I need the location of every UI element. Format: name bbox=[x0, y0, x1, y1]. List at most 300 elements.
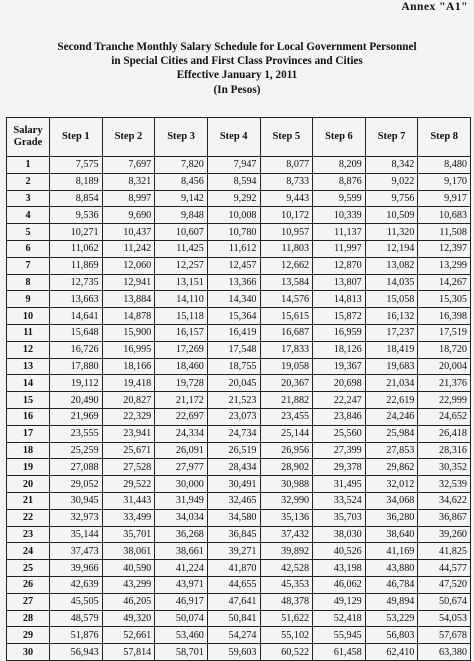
step-header: Step 4 bbox=[207, 118, 260, 157]
salary-value-cell: 50,841 bbox=[207, 610, 260, 627]
salary-value-cell: 13,082 bbox=[365, 257, 418, 274]
salary-value-cell: 30,491 bbox=[207, 476, 260, 493]
salary-grade-cell: 17 bbox=[7, 425, 50, 442]
salary-value-cell: 19,112 bbox=[50, 375, 103, 392]
salary-value-cell: 25,259 bbox=[50, 442, 103, 459]
table-row bbox=[7, 560, 471, 577]
salary-value-cell: 20,698 bbox=[313, 375, 366, 392]
salary-value-cell: 10,780 bbox=[207, 224, 260, 241]
salary-value-cell: 43,880 bbox=[365, 560, 418, 577]
table-row bbox=[7, 459, 471, 476]
salary-value-cell: 47,520 bbox=[418, 576, 471, 593]
salary-value-cell: 11,997 bbox=[313, 240, 366, 257]
salary-value-cell: 20,004 bbox=[418, 358, 471, 375]
salary-value-cell: 25,671 bbox=[102, 442, 155, 459]
salary-value-cell: 21,376 bbox=[418, 375, 471, 392]
table-row bbox=[7, 576, 471, 593]
salary-value-cell: 21,882 bbox=[260, 392, 313, 409]
salary-value-cell: 7,575 bbox=[50, 157, 103, 174]
table-row bbox=[7, 173, 471, 190]
salary-value-cell: 38,061 bbox=[102, 543, 155, 560]
salary-value-cell: 41,825 bbox=[418, 543, 471, 560]
salary-value-cell: 32,539 bbox=[418, 476, 471, 493]
salary-value-cell: 27,088 bbox=[50, 459, 103, 476]
salary-grade-cell: 29 bbox=[7, 627, 50, 644]
salary-value-cell: 18,755 bbox=[207, 358, 260, 375]
salary-value-cell: 43,198 bbox=[313, 560, 366, 577]
title-line-4: (In Pesos) bbox=[213, 83, 261, 96]
salary-value-cell: 18,126 bbox=[313, 341, 366, 358]
salary-value-cell: 46,205 bbox=[102, 593, 155, 610]
salary-grade-cell: 3 bbox=[7, 190, 50, 207]
salary-value-cell: 50,674 bbox=[418, 593, 471, 610]
salary-value-cell: 51,622 bbox=[260, 610, 313, 627]
table-row bbox=[7, 324, 471, 341]
salary-value-cell: 21,523 bbox=[207, 392, 260, 409]
salary-value-cell: 39,892 bbox=[260, 543, 313, 560]
salary-value-cell: 24,734 bbox=[207, 425, 260, 442]
table-row bbox=[7, 157, 471, 174]
salary-grade-cell: 4 bbox=[7, 207, 50, 224]
salary-value-cell: 48,378 bbox=[260, 593, 313, 610]
table-row bbox=[7, 492, 471, 509]
salary-value-cell: 20,367 bbox=[260, 375, 313, 392]
table-row bbox=[7, 593, 471, 610]
annex-label: Annex "A1" bbox=[401, 1, 468, 13]
salary-value-cell: 15,305 bbox=[418, 291, 471, 308]
salary-value-cell: 39,966 bbox=[50, 560, 103, 577]
salary-value-cell: 36,268 bbox=[155, 526, 208, 543]
salary-value-cell: 15,118 bbox=[155, 308, 208, 325]
table-header-row bbox=[7, 118, 471, 157]
salary-value-cell: 16,687 bbox=[260, 324, 313, 341]
table-row bbox=[7, 341, 471, 358]
salary-value-cell: 42,528 bbox=[260, 560, 313, 577]
salary-grade-cell: 18 bbox=[7, 442, 50, 459]
salary-value-cell: 41,169 bbox=[365, 543, 418, 560]
salary-value-cell: 20,045 bbox=[207, 375, 260, 392]
salary-value-cell: 9,170 bbox=[418, 173, 471, 190]
table-row bbox=[7, 375, 471, 392]
table-row bbox=[7, 543, 471, 560]
salary-value-cell: 29,522 bbox=[102, 476, 155, 493]
salary-value-cell: 42,639 bbox=[50, 576, 103, 593]
salary-value-cell: 11,242 bbox=[102, 240, 155, 257]
salary-value-cell: 8,733 bbox=[260, 173, 313, 190]
salary-value-cell: 55,102 bbox=[260, 627, 313, 644]
salary-value-cell: 32,012 bbox=[365, 476, 418, 493]
table-row bbox=[7, 240, 471, 257]
salary-value-cell: 23,941 bbox=[102, 425, 155, 442]
salary-value-cell: 8,997 bbox=[102, 190, 155, 207]
salary-value-cell: 34,034 bbox=[155, 509, 208, 526]
title-line-1: Second Tranche Monthly Salary Schedule for Local Government Personnel bbox=[57, 41, 417, 53]
salary-grade-cell: 12 bbox=[7, 341, 50, 358]
salary-value-cell: 13,366 bbox=[207, 274, 260, 291]
salary-value-cell: 16,398 bbox=[418, 308, 471, 325]
salary-value-cell: 53,460 bbox=[155, 627, 208, 644]
salary-value-cell: 30,352 bbox=[418, 459, 471, 476]
table-row bbox=[7, 509, 471, 526]
salary-value-cell: 39,260 bbox=[418, 526, 471, 543]
salary-value-cell: 40,526 bbox=[313, 543, 366, 560]
salary-grade-cell: 1 bbox=[7, 157, 50, 174]
salary-value-cell: 8,209 bbox=[313, 157, 366, 174]
salary-value-cell: 19,418 bbox=[102, 375, 155, 392]
salary-value-cell: 28,316 bbox=[418, 442, 471, 459]
salary-value-cell: 11,320 bbox=[365, 224, 418, 241]
salary-grade-cell: 11 bbox=[7, 324, 50, 341]
salary-value-cell: 26,519 bbox=[207, 442, 260, 459]
salary-value-cell: 9,443 bbox=[260, 190, 313, 207]
salary-value-cell: 14,110 bbox=[155, 291, 208, 308]
step-header: Step 1 bbox=[50, 118, 103, 157]
salary-value-cell: 16,726 bbox=[50, 341, 103, 358]
salary-value-cell: 33,524 bbox=[313, 492, 366, 509]
salary-value-cell: 31,495 bbox=[313, 476, 366, 493]
salary-value-cell: 34,580 bbox=[207, 509, 260, 526]
salary-value-cell: 14,035 bbox=[365, 274, 418, 291]
table-row bbox=[7, 257, 471, 274]
salary-value-cell: 60,522 bbox=[260, 644, 313, 661]
table-row bbox=[7, 274, 471, 291]
salary-value-cell: 44,655 bbox=[207, 576, 260, 593]
salary-value-cell: 12,457 bbox=[207, 257, 260, 274]
salary-value-cell: 23,555 bbox=[50, 425, 103, 442]
salary-value-cell: 10,683 bbox=[418, 207, 471, 224]
table-row bbox=[7, 442, 471, 459]
salary-value-cell: 43,299 bbox=[102, 576, 155, 593]
salary-value-cell: 12,735 bbox=[50, 274, 103, 291]
salary-value-cell: 9,022 bbox=[365, 173, 418, 190]
salary-value-cell: 46,917 bbox=[155, 593, 208, 610]
salary-value-cell: 10,271 bbox=[50, 224, 103, 241]
salary-value-cell: 11,425 bbox=[155, 240, 208, 257]
salary-value-cell: 11,612 bbox=[207, 240, 260, 257]
salary-value-cell: 22,329 bbox=[102, 408, 155, 425]
salary-value-cell: 38,030 bbox=[313, 526, 366, 543]
salary-grade-cell: 30 bbox=[7, 644, 50, 661]
salary-value-cell: 27,977 bbox=[155, 459, 208, 476]
salary-value-cell: 18,720 bbox=[418, 341, 471, 358]
salary-value-cell: 8,342 bbox=[365, 157, 418, 174]
salary-value-cell: 26,418 bbox=[418, 425, 471, 442]
salary-value-cell: 13,151 bbox=[155, 274, 208, 291]
salary-value-cell: 16,419 bbox=[207, 324, 260, 341]
salary-value-cell: 35,703 bbox=[313, 509, 366, 526]
salary-value-cell: 15,615 bbox=[260, 308, 313, 325]
salary-value-cell: 13,299 bbox=[418, 257, 471, 274]
table-row bbox=[7, 610, 471, 627]
salary-value-cell: 38,640 bbox=[365, 526, 418, 543]
salary-grade-cell: 7 bbox=[7, 257, 50, 274]
salary-value-cell: 30,000 bbox=[155, 476, 208, 493]
salary-value-cell: 11,869 bbox=[50, 257, 103, 274]
salary-value-cell: 29,052 bbox=[50, 476, 103, 493]
salary-value-cell: 9,536 bbox=[50, 207, 103, 224]
salary-value-cell: 27,853 bbox=[365, 442, 418, 459]
step-header: Step 8 bbox=[418, 118, 471, 157]
salary-value-cell: 8,480 bbox=[418, 157, 471, 174]
salary-value-cell: 15,364 bbox=[207, 308, 260, 325]
salary-value-cell: 25,984 bbox=[365, 425, 418, 442]
salary-value-cell: 41,224 bbox=[155, 560, 208, 577]
salary-value-cell: 13,807 bbox=[313, 274, 366, 291]
salary-value-cell: 52,418 bbox=[313, 610, 366, 627]
salary-value-cell: 28,434 bbox=[207, 459, 260, 476]
salary-value-cell: 28,902 bbox=[260, 459, 313, 476]
salary-value-cell: 25,144 bbox=[260, 425, 313, 442]
salary-value-cell: 9,848 bbox=[155, 207, 208, 224]
salary-value-cell: 22,247 bbox=[313, 392, 366, 409]
salary-value-cell: 50,074 bbox=[155, 610, 208, 627]
table-row bbox=[7, 425, 471, 442]
salary-value-cell: 58,701 bbox=[155, 644, 208, 661]
salary-value-cell: 17,269 bbox=[155, 341, 208, 358]
step-header: Step 6 bbox=[313, 118, 366, 157]
salary-value-cell: 18,460 bbox=[155, 358, 208, 375]
salary-value-cell: 43,971 bbox=[155, 576, 208, 593]
salary-grade-cell: 25 bbox=[7, 560, 50, 577]
salary-value-cell: 49,129 bbox=[313, 593, 366, 610]
salary-value-cell: 31,949 bbox=[155, 492, 208, 509]
salary-grade-cell: 2 bbox=[7, 173, 50, 190]
salary-value-cell: 10,008 bbox=[207, 207, 260, 224]
salary-value-cell: 8,077 bbox=[260, 157, 313, 174]
salary-value-cell: 27,399 bbox=[313, 442, 366, 459]
salary-value-cell: 15,648 bbox=[50, 324, 103, 341]
salary-value-cell: 36,280 bbox=[365, 509, 418, 526]
salary-value-cell: 32,990 bbox=[260, 492, 313, 509]
salary-value-cell: 11,062 bbox=[50, 240, 103, 257]
salary-value-cell: 13,663 bbox=[50, 291, 103, 308]
salary-value-cell: 57,678 bbox=[418, 627, 471, 644]
salary-value-cell: 12,257 bbox=[155, 257, 208, 274]
salary-value-cell: 14,267 bbox=[418, 274, 471, 291]
table-row bbox=[7, 392, 471, 409]
salary-value-cell: 14,878 bbox=[102, 308, 155, 325]
table-row bbox=[7, 224, 471, 241]
salary-value-cell: 37,432 bbox=[260, 526, 313, 543]
salary-grade-cell: 26 bbox=[7, 576, 50, 593]
salary-value-cell: 12,662 bbox=[260, 257, 313, 274]
salary-value-cell: 8,321 bbox=[102, 173, 155, 190]
salary-value-cell: 15,058 bbox=[365, 291, 418, 308]
salary-value-cell: 24,334 bbox=[155, 425, 208, 442]
salary-value-cell: 35,144 bbox=[50, 526, 103, 543]
salary-value-cell: 10,607 bbox=[155, 224, 208, 241]
salary-value-cell: 10,509 bbox=[365, 207, 418, 224]
title-line-2: in Special Cities and First Class Provinces and Cities bbox=[111, 55, 363, 68]
salary-value-cell: 36,845 bbox=[207, 526, 260, 543]
salary-value-cell: 56,803 bbox=[365, 627, 418, 644]
salary-value-cell: 9,599 bbox=[313, 190, 366, 207]
salary-value-cell: 9,917 bbox=[418, 190, 471, 207]
salary-value-cell: 8,456 bbox=[155, 173, 208, 190]
salary-value-cell: 23,846 bbox=[313, 408, 366, 425]
salary-value-cell: 63,380 bbox=[418, 644, 471, 661]
salary-value-cell: 22,697 bbox=[155, 408, 208, 425]
salary-value-cell: 10,339 bbox=[313, 207, 366, 224]
salary-value-cell: 11,803 bbox=[260, 240, 313, 257]
salary-value-cell: 9,756 bbox=[365, 190, 418, 207]
salary-grade-header: Salary Grade bbox=[7, 118, 50, 157]
salary-value-cell: 26,091 bbox=[155, 442, 208, 459]
salary-grade-cell: 5 bbox=[7, 224, 50, 241]
salary-value-cell: 12,941 bbox=[102, 274, 155, 291]
salary-value-cell: 32,973 bbox=[50, 509, 103, 526]
salary-value-cell: 12,194 bbox=[365, 240, 418, 257]
salary-value-cell: 12,397 bbox=[418, 240, 471, 257]
salary-grade-cell: 19 bbox=[7, 459, 50, 476]
salary-value-cell: 31,443 bbox=[102, 492, 155, 509]
step-header: Step 7 bbox=[365, 118, 418, 157]
salary-value-cell: 17,880 bbox=[50, 358, 103, 375]
salary-value-cell: 19,058 bbox=[260, 358, 313, 375]
salary-grade-cell: 27 bbox=[7, 593, 50, 610]
salary-value-cell: 62,410 bbox=[365, 644, 418, 661]
table-row bbox=[7, 644, 471, 661]
salary-value-cell: 49,894 bbox=[365, 593, 418, 610]
salary-value-cell: 17,548 bbox=[207, 341, 260, 358]
salary-value-cell: 33,499 bbox=[102, 509, 155, 526]
salary-value-cell: 30,945 bbox=[50, 492, 103, 509]
salary-value-cell: 9,292 bbox=[207, 190, 260, 207]
salary-value-cell: 30,988 bbox=[260, 476, 313, 493]
salary-value-cell: 11,508 bbox=[418, 224, 471, 241]
salary-value-cell: 19,683 bbox=[365, 358, 418, 375]
salary-value-cell: 59,603 bbox=[207, 644, 260, 661]
salary-value-cell: 32,465 bbox=[207, 492, 260, 509]
salary-value-cell: 24,652 bbox=[418, 408, 471, 425]
table-row bbox=[7, 291, 471, 308]
table-row bbox=[7, 408, 471, 425]
salary-value-cell: 22,619 bbox=[365, 392, 418, 409]
salary-value-cell: 9,690 bbox=[102, 207, 155, 224]
salary-value-cell: 21,034 bbox=[365, 375, 418, 392]
salary-grade-cell: 14 bbox=[7, 375, 50, 392]
salary-value-cell: 19,728 bbox=[155, 375, 208, 392]
table-row bbox=[7, 190, 471, 207]
salary-value-cell: 13,584 bbox=[260, 274, 313, 291]
salary-value-cell: 8,594 bbox=[207, 173, 260, 190]
salary-value-cell: 56,943 bbox=[50, 644, 103, 661]
salary-value-cell: 48,579 bbox=[50, 610, 103, 627]
salary-value-cell: 17,833 bbox=[260, 341, 313, 358]
salary-value-cell: 16,157 bbox=[155, 324, 208, 341]
salary-grade-cell: 15 bbox=[7, 392, 50, 409]
salary-grade-cell: 28 bbox=[7, 610, 50, 627]
salary-value-cell: 23,073 bbox=[207, 408, 260, 425]
salary-value-cell: 25,560 bbox=[313, 425, 366, 442]
salary-value-cell: 14,340 bbox=[207, 291, 260, 308]
salary-value-cell: 54,274 bbox=[207, 627, 260, 644]
table-row bbox=[7, 476, 471, 493]
salary-value-cell: 12,060 bbox=[102, 257, 155, 274]
salary-value-cell: 54,053 bbox=[418, 610, 471, 627]
salary-grade-cell: 21 bbox=[7, 492, 50, 509]
salary-value-cell: 46,062 bbox=[313, 576, 366, 593]
salary-value-cell: 22,999 bbox=[418, 392, 471, 409]
salary-value-cell: 61,458 bbox=[313, 644, 366, 661]
salary-value-cell: 15,900 bbox=[102, 324, 155, 341]
salary-value-cell: 24,246 bbox=[365, 408, 418, 425]
salary-value-cell: 8,189 bbox=[50, 173, 103, 190]
salary-value-cell: 21,172 bbox=[155, 392, 208, 409]
salary-grade-cell: 13 bbox=[7, 358, 50, 375]
salary-value-cell: 49,320 bbox=[102, 610, 155, 627]
salary-value-cell: 13,884 bbox=[102, 291, 155, 308]
salary-value-cell: 53,229 bbox=[365, 610, 418, 627]
salary-value-cell: 10,437 bbox=[102, 224, 155, 241]
salary-value-cell: 14,576 bbox=[260, 291, 313, 308]
salary-grade-cell: 16 bbox=[7, 408, 50, 425]
salary-grade-cell: 23 bbox=[7, 526, 50, 543]
salary-value-cell: 16,132 bbox=[365, 308, 418, 325]
salary-value-cell: 7,947 bbox=[207, 157, 260, 174]
salary-value-cell: 10,957 bbox=[260, 224, 313, 241]
salary-value-cell: 17,519 bbox=[418, 324, 471, 341]
salary-value-cell: 19,367 bbox=[313, 358, 366, 375]
table-row bbox=[7, 526, 471, 543]
salary-value-cell: 57,814 bbox=[102, 644, 155, 661]
salary-value-cell: 20,490 bbox=[50, 392, 103, 409]
salary-value-cell: 37,473 bbox=[50, 543, 103, 560]
salary-grade-cell: 24 bbox=[7, 543, 50, 560]
salary-value-cell: 45,505 bbox=[50, 593, 103, 610]
salary-value-cell: 20,827 bbox=[102, 392, 155, 409]
salary-value-cell: 34,068 bbox=[365, 492, 418, 509]
salary-value-cell: 15,872 bbox=[313, 308, 366, 325]
salary-grade-cell: 22 bbox=[7, 509, 50, 526]
salary-grade-cell: 6 bbox=[7, 240, 50, 257]
salary-value-cell: 17,237 bbox=[365, 324, 418, 341]
salary-value-cell: 41,870 bbox=[207, 560, 260, 577]
salary-grade-cell: 10 bbox=[7, 308, 50, 325]
salary-value-cell: 35,136 bbox=[260, 509, 313, 526]
salary-grade-cell: 20 bbox=[7, 476, 50, 493]
salary-value-cell: 16,959 bbox=[313, 324, 366, 341]
document-title bbox=[0, 40, 474, 97]
salary-value-cell: 40,590 bbox=[102, 560, 155, 577]
table-row bbox=[7, 308, 471, 325]
salary-value-cell: 52,661 bbox=[102, 627, 155, 644]
salary-value-cell: 35,701 bbox=[102, 526, 155, 543]
salary-value-cell: 14,813 bbox=[313, 291, 366, 308]
salary-value-cell: 16,995 bbox=[102, 341, 155, 358]
salary-value-cell: 45,353 bbox=[260, 576, 313, 593]
salary-value-cell: 46,784 bbox=[365, 576, 418, 593]
salary-value-cell: 27,528 bbox=[102, 459, 155, 476]
salary-value-cell: 7,820 bbox=[155, 157, 208, 174]
salary-grade-cell: 8 bbox=[7, 274, 50, 291]
salary-value-cell: 21,969 bbox=[50, 408, 103, 425]
step-header: Step 5 bbox=[260, 118, 313, 157]
salary-value-cell: 7,697 bbox=[102, 157, 155, 174]
salary-value-cell: 14,641 bbox=[50, 308, 103, 325]
salary-grade-cell: 9 bbox=[7, 291, 50, 308]
salary-value-cell: 18,419 bbox=[365, 341, 418, 358]
salary-value-cell: 10,172 bbox=[260, 207, 313, 224]
salary-value-cell: 38,661 bbox=[155, 543, 208, 560]
step-header: Step 2 bbox=[102, 118, 155, 157]
salary-value-cell: 29,378 bbox=[313, 459, 366, 476]
salary-value-cell: 9,142 bbox=[155, 190, 208, 207]
salary-value-cell: 47,641 bbox=[207, 593, 260, 610]
title-line-3: Effective January 1, 2011 bbox=[176, 69, 298, 82]
table-row bbox=[7, 627, 471, 644]
salary-value-cell: 34,622 bbox=[418, 492, 471, 509]
